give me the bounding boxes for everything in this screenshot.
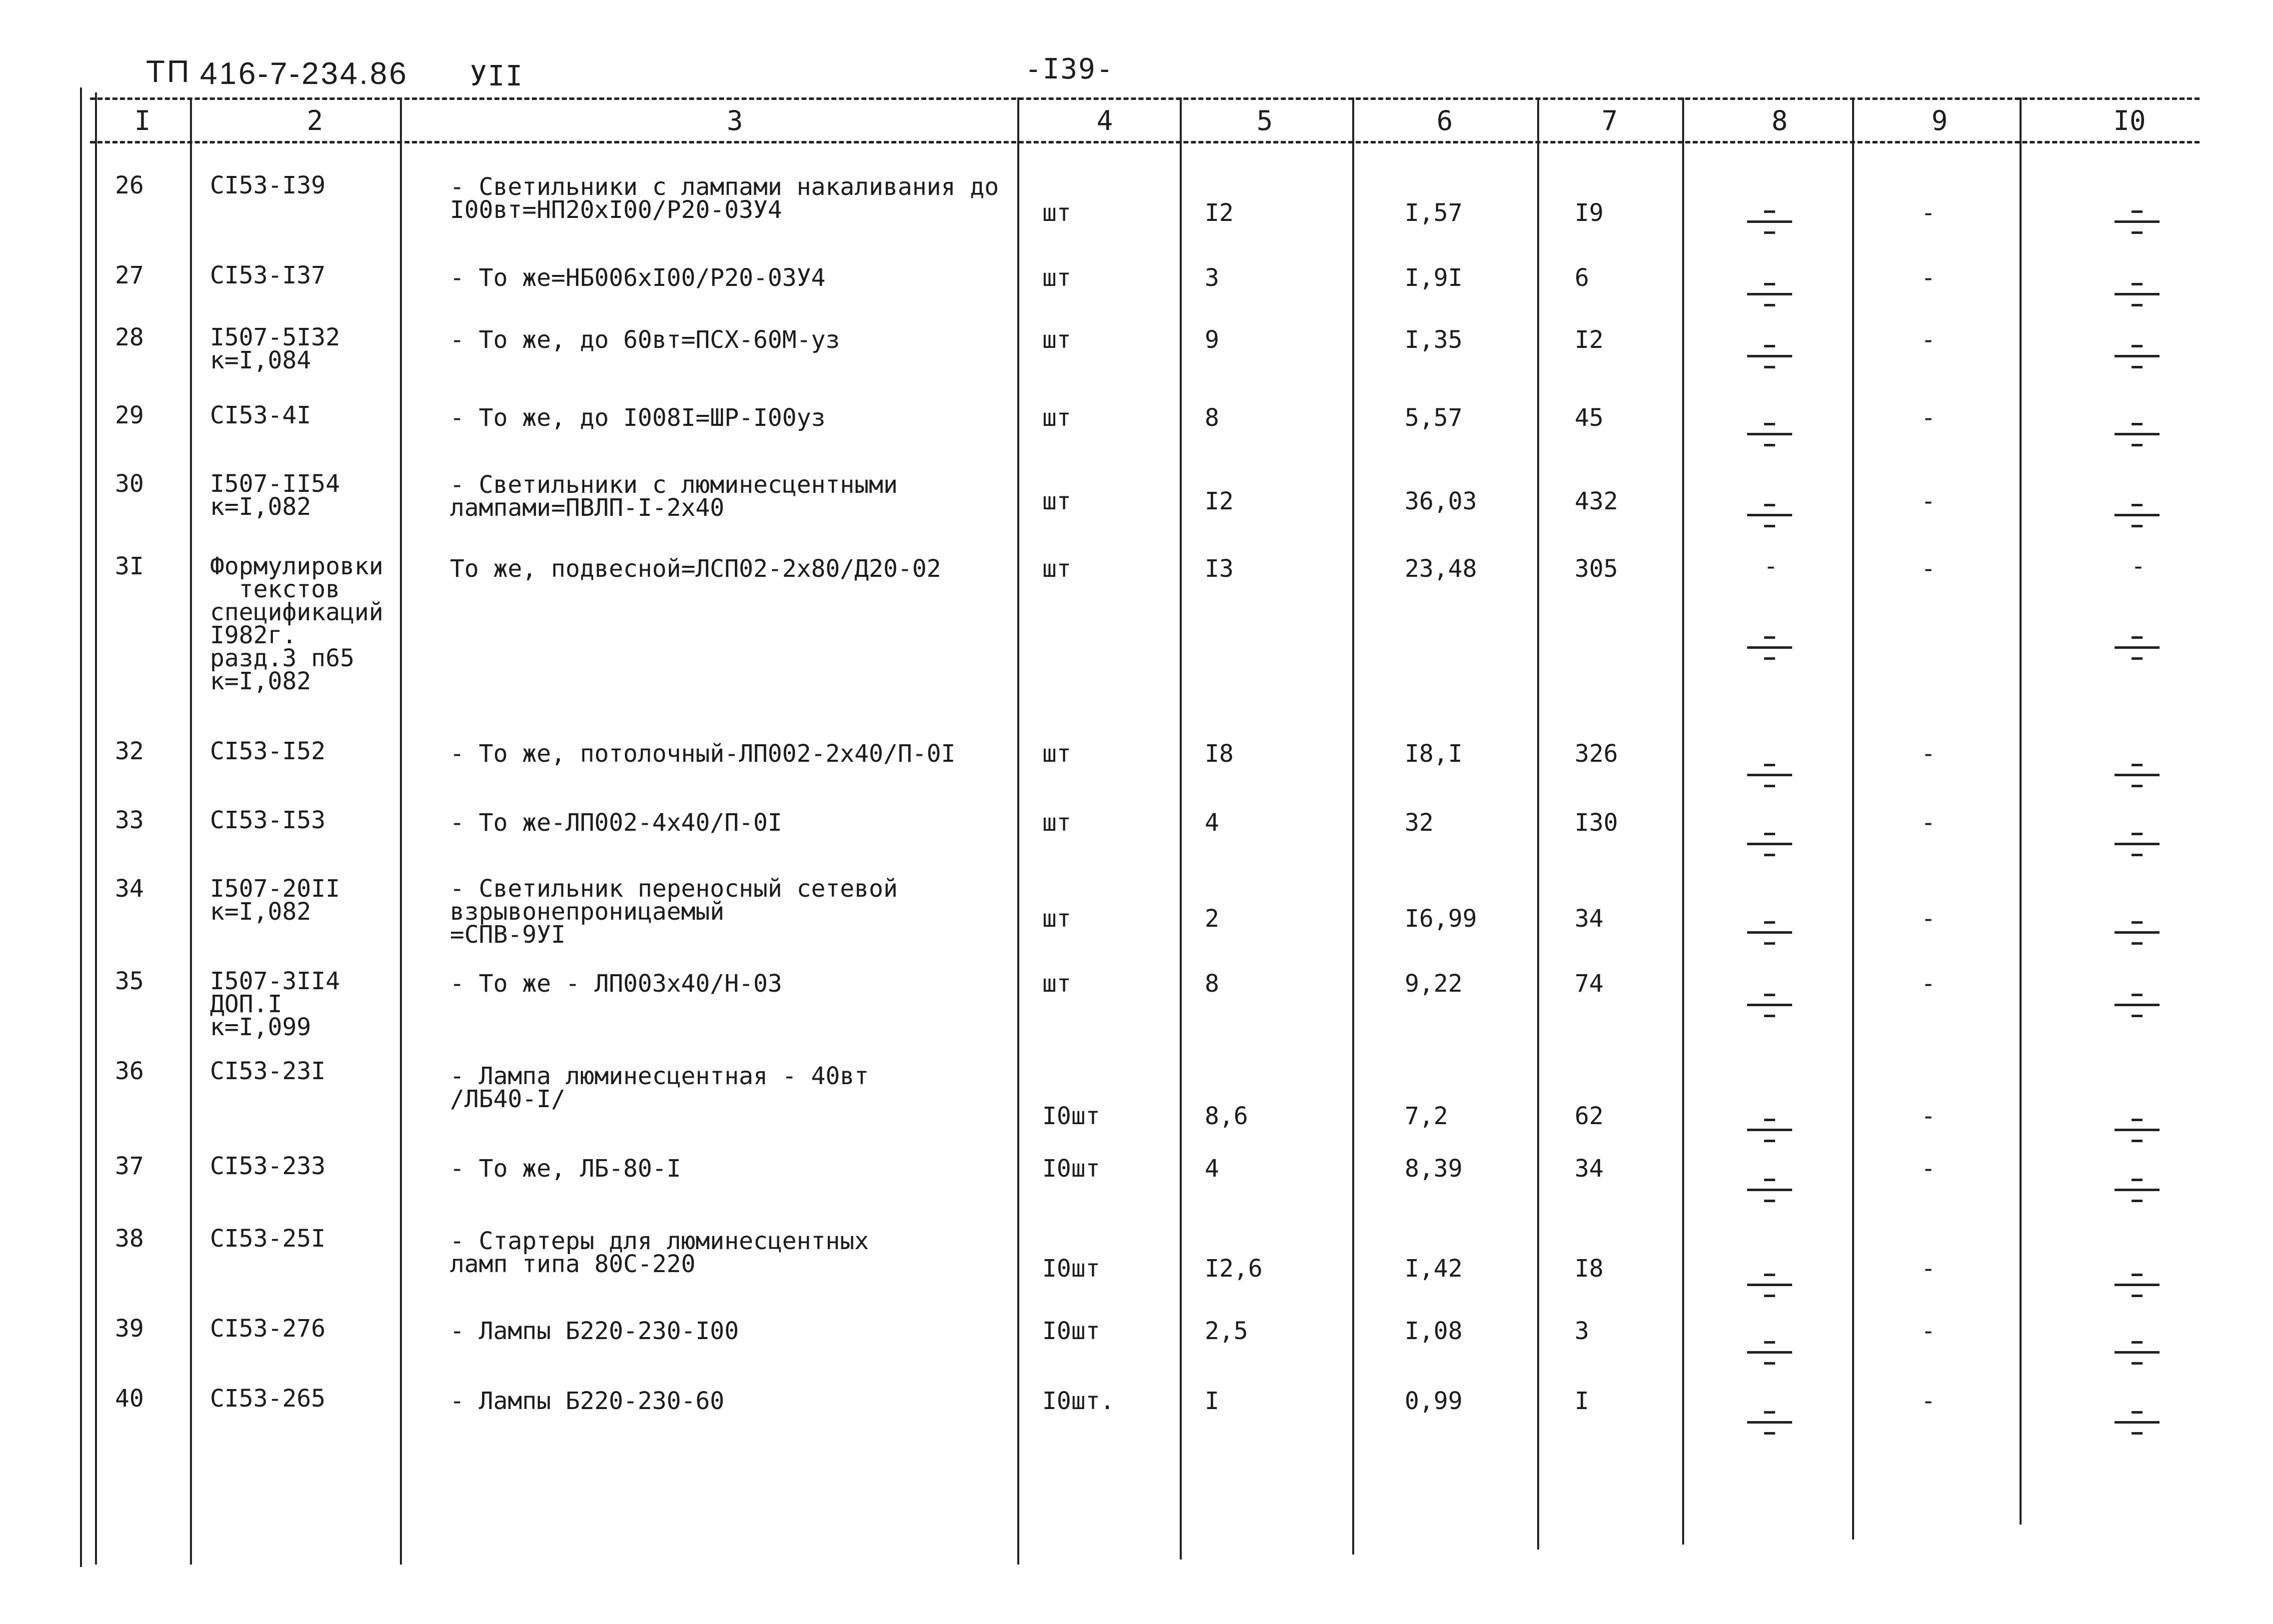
row-number: 36 — [115, 1057, 144, 1085]
column-number-header: 3 — [726, 105, 743, 136]
item-description: - Лампа люминесцентная - 40вт /ЛБ40-I/ — [450, 1062, 869, 1113]
dash-mark: - — [1921, 264, 1936, 292]
price-code: Формулировки текстов спецификаций I982г. разд.3 п65 к=I,082 — [210, 552, 383, 695]
total-cost: I9 — [1575, 199, 1604, 227]
unit-price: 8,39 — [1405, 1155, 1463, 1183]
row-number: 27 — [115, 261, 144, 289]
unit-of-measure: I0шт — [1042, 1155, 1100, 1183]
total-cost: 326 — [1575, 740, 1618, 768]
ditto-mark — [2115, 990, 2160, 1020]
quantity: 4 — [1205, 809, 1219, 837]
quantity: 4 — [1205, 1155, 1219, 1183]
ditto-mark — [2115, 1407, 2160, 1437]
item-description: - Светильники с люминесцентными лампами=ПВЛП-I-2х40 — [450, 471, 898, 522]
quantity: I3 — [1205, 555, 1234, 583]
page-number: -I39- — [1025, 53, 1114, 85]
ditto-mark — [2115, 206, 2160, 236]
ditto-mark — [1747, 500, 1792, 530]
dash-mark: - — [1921, 199, 1936, 227]
quantity: 9 — [1205, 326, 1219, 354]
ditto-mark — [1747, 760, 1792, 790]
row-number: 40 — [115, 1385, 144, 1413]
row-number: 3I — [115, 552, 144, 580]
column-divider-line — [1352, 97, 1354, 1555]
unit-price: 7,2 — [1405, 1102, 1448, 1130]
ditto-mark — [1747, 1407, 1792, 1437]
ditto-mark — [2115, 1337, 2160, 1367]
total-cost: 34 — [1575, 1155, 1604, 1183]
price-code: CI53-25I — [210, 1225, 326, 1253]
price-code: CI53-23I — [210, 1057, 326, 1085]
row-number: 35 — [115, 967, 144, 995]
column-divider-line — [1017, 97, 1019, 1565]
ditto-mark — [1747, 990, 1792, 1020]
ditto-mark — [2115, 500, 2160, 530]
unit-of-measure: шт — [1042, 970, 1071, 998]
dash-mark: - — [1921, 740, 1936, 768]
total-cost: 45 — [1575, 404, 1604, 432]
row-number: 28 — [115, 323, 144, 351]
dash-mark: - — [1921, 1255, 1936, 1283]
ditto-mark — [2115, 1115, 2160, 1145]
column-divider-line — [95, 92, 97, 1565]
row-number: 38 — [115, 1225, 144, 1253]
section-number: УII — [470, 60, 524, 92]
item-description: То же, подвесной=ЛСП02-2х80/Д20-02 — [450, 555, 941, 583]
unit-price: 9,22 — [1405, 970, 1463, 998]
ditto-mark — [1747, 419, 1792, 449]
column-divider-line — [1537, 97, 1539, 1550]
unit-of-measure: I0шт — [1042, 1317, 1100, 1345]
row-number: 26 — [115, 171, 144, 199]
column-number-header: 8 — [1771, 105, 1788, 136]
price-code: CI53-I39 — [210, 171, 326, 199]
column-divider-line — [190, 97, 192, 1565]
column-divider-line — [1180, 97, 1182, 1560]
item-description: - То же, ЛБ-80-I — [450, 1155, 681, 1183]
quantity: 2 — [1205, 905, 1219, 933]
column-number-header: I — [134, 105, 151, 136]
total-cost: 74 — [1575, 970, 1604, 998]
row-number: 34 — [115, 875, 144, 903]
unit-price: 5,57 — [1405, 404, 1463, 432]
total-cost: 34 — [1575, 905, 1604, 933]
total-cost: 3 — [1575, 1317, 1589, 1345]
unit-price: I,57 — [1405, 199, 1463, 227]
dash-mark: - — [2131, 552, 2146, 580]
dash-mark: - — [1921, 1317, 1936, 1345]
dash-mark: - — [1921, 1102, 1936, 1130]
row-number: 29 — [115, 401, 144, 429]
quantity: 2,5 — [1205, 1317, 1248, 1345]
column-number-header: 2 — [306, 105, 323, 136]
quantity: 8,6 — [1205, 1102, 1248, 1130]
ditto-mark — [1747, 829, 1792, 859]
dash-mark: - — [1921, 326, 1936, 354]
quantity: I2 — [1205, 199, 1234, 227]
ditto-mark — [2115, 632, 2160, 662]
item-description: - Лампы Б220-230-I00 — [450, 1317, 739, 1345]
total-cost: 432 — [1575, 487, 1618, 515]
dash-mark: - — [1921, 487, 1936, 515]
column-number-header: 4 — [1096, 105, 1113, 136]
unit-price: 23,48 — [1405, 555, 1477, 583]
column-number-header: 9 — [1931, 105, 1948, 136]
unit-price: 36,03 — [1405, 487, 1477, 515]
quantity: I2,6 — [1205, 1255, 1263, 1283]
item-description: - То же, потолочный-ЛП002-2х40/П-0I — [450, 740, 956, 768]
price-code: CI53-I37 — [210, 261, 326, 289]
unit-of-measure: I0шт — [1042, 1102, 1100, 1130]
item-description: - То же, до 60вт=ПСХ-60М-уз — [450, 326, 840, 354]
ditto-mark — [2115, 341, 2160, 371]
ditto-mark — [1747, 341, 1792, 371]
price-code: CI53-I52 — [210, 737, 326, 765]
column-divider-line — [1682, 97, 1684, 1545]
quantity: 8 — [1205, 970, 1219, 998]
price-code: I507-II54 к=I,082 — [210, 470, 340, 521]
total-cost: I8 — [1575, 1255, 1604, 1283]
ditto-mark — [2115, 917, 2160, 947]
unit-of-measure: шт — [1042, 809, 1071, 837]
price-code: CI53-I53 — [210, 806, 326, 834]
quantity: 8 — [1205, 404, 1219, 432]
dash-mark: - — [1921, 1387, 1936, 1415]
dash-mark: - — [1921, 1155, 1936, 1183]
dash-mark: - — [1921, 970, 1936, 998]
quantity: I8 — [1205, 740, 1234, 768]
item-description: - То же, до I008I=ШР-I00уз — [450, 404, 826, 432]
item-description: - То же - ЛП003х40/Н-03 — [450, 970, 782, 998]
column-divider-line — [2020, 97, 2022, 1525]
unit-price: I,9I — [1405, 264, 1463, 292]
unit-of-measure: I0шт — [1042, 1255, 1100, 1283]
item-description: - Стартеры для люминесцентных ламп типа 80С-220 — [450, 1227, 869, 1278]
ditto-mark — [1747, 1270, 1792, 1300]
doc-prefix: ТП — [146, 54, 191, 89]
quantity: 3 — [1205, 264, 1219, 292]
unit-of-measure: шт — [1042, 199, 1071, 227]
quantity: I — [1205, 1387, 1219, 1415]
price-code: CI53-4I — [210, 401, 311, 429]
ditto-mark — [1747, 279, 1792, 309]
header-bottom-dashed-line — [90, 141, 2200, 143]
left-border-line — [80, 87, 82, 1567]
item-description: - То же=НБ006хI00/Р20-03У4 — [450, 264, 826, 292]
price-code: I507-20II к=I,082 — [210, 875, 340, 926]
ditto-mark — [2115, 760, 2160, 790]
dash-mark: - — [1921, 905, 1936, 933]
price-code: I507-5I32 к=I,084 — [210, 323, 340, 374]
price-code: CI53-233 — [210, 1152, 326, 1180]
ditto-mark — [2115, 1270, 2160, 1300]
header-top-dashed-line — [90, 97, 2200, 100]
total-cost: 305 — [1575, 555, 1618, 583]
column-number-header: 6 — [1436, 105, 1453, 136]
column-divider-line — [1852, 97, 1854, 1540]
column-divider-line — [400, 97, 402, 1565]
row-number: 39 — [115, 1315, 144, 1343]
ditto-mark — [2115, 419, 2160, 449]
unit-price: I,42 — [1405, 1255, 1463, 1283]
ditto-mark — [1747, 1337, 1792, 1367]
row-number: 33 — [115, 806, 144, 834]
total-cost: I2 — [1575, 326, 1604, 354]
ditto-mark — [1747, 206, 1792, 236]
row-number: 30 — [115, 470, 144, 498]
ditto-mark — [2115, 279, 2160, 309]
column-number-header: 5 — [1256, 105, 1273, 136]
ditto-mark — [1747, 1115, 1792, 1145]
unit-of-measure: шт — [1042, 487, 1071, 515]
item-description: - Светильник переносный сетевой взрывонепроницаемый =СПВ-9УI — [450, 875, 898, 949]
column-number-header: I0 — [2113, 105, 2146, 136]
total-cost: 6 — [1575, 264, 1589, 292]
unit-of-measure: шт — [1042, 905, 1071, 933]
dash-mark: - — [1921, 404, 1936, 432]
ditto-mark — [2115, 1175, 2160, 1205]
unit-of-measure: шт — [1042, 404, 1071, 432]
price-code: CI53-276 — [210, 1315, 326, 1343]
dash-mark: - — [1921, 555, 1936, 583]
unit-price: I8,I — [1405, 740, 1463, 768]
quantity: I2 — [1205, 487, 1234, 515]
unit-of-measure: шт — [1042, 326, 1071, 354]
dash-mark: - — [1921, 809, 1936, 837]
unit-of-measure: шт — [1042, 264, 1071, 292]
unit-price: I6,99 — [1405, 905, 1477, 933]
ditto-mark — [1747, 1175, 1792, 1205]
total-cost: I30 — [1575, 809, 1618, 837]
unit-price: 0,99 — [1405, 1387, 1463, 1415]
price-code: CI53-265 — [210, 1385, 326, 1413]
row-number: 32 — [115, 737, 144, 765]
unit-price: I,08 — [1405, 1317, 1463, 1345]
column-number-header: 7 — [1601, 105, 1618, 136]
row-number: 37 — [115, 1152, 144, 1180]
unit-price: I,35 — [1405, 326, 1463, 354]
price-code: I507-3II4 ДОП.I к=I,099 — [210, 967, 340, 1041]
unit-of-measure: I0шт. — [1042, 1387, 1115, 1415]
total-cost: 62 — [1575, 1102, 1604, 1130]
total-cost: I — [1575, 1387, 1589, 1415]
item-description: - Лампы Б220-230-60 — [450, 1387, 725, 1415]
unit-price: 32 — [1405, 809, 1434, 837]
dash-mark: - — [1764, 552, 1778, 580]
item-description: - Светильники с лампами накаливания до I00вт=НП20хI00/Р20-03У4 — [450, 173, 999, 224]
ditto-mark — [1747, 917, 1792, 947]
item-description: - То же-ЛП002-4х40/П-0I — [450, 809, 782, 837]
ditto-mark — [1747, 632, 1792, 662]
unit-of-measure: шт — [1042, 740, 1071, 768]
unit-of-measure: шт — [1042, 555, 1071, 583]
document-code: 416-7-234.86 — [200, 56, 408, 91]
ditto-mark — [2115, 829, 2160, 859]
